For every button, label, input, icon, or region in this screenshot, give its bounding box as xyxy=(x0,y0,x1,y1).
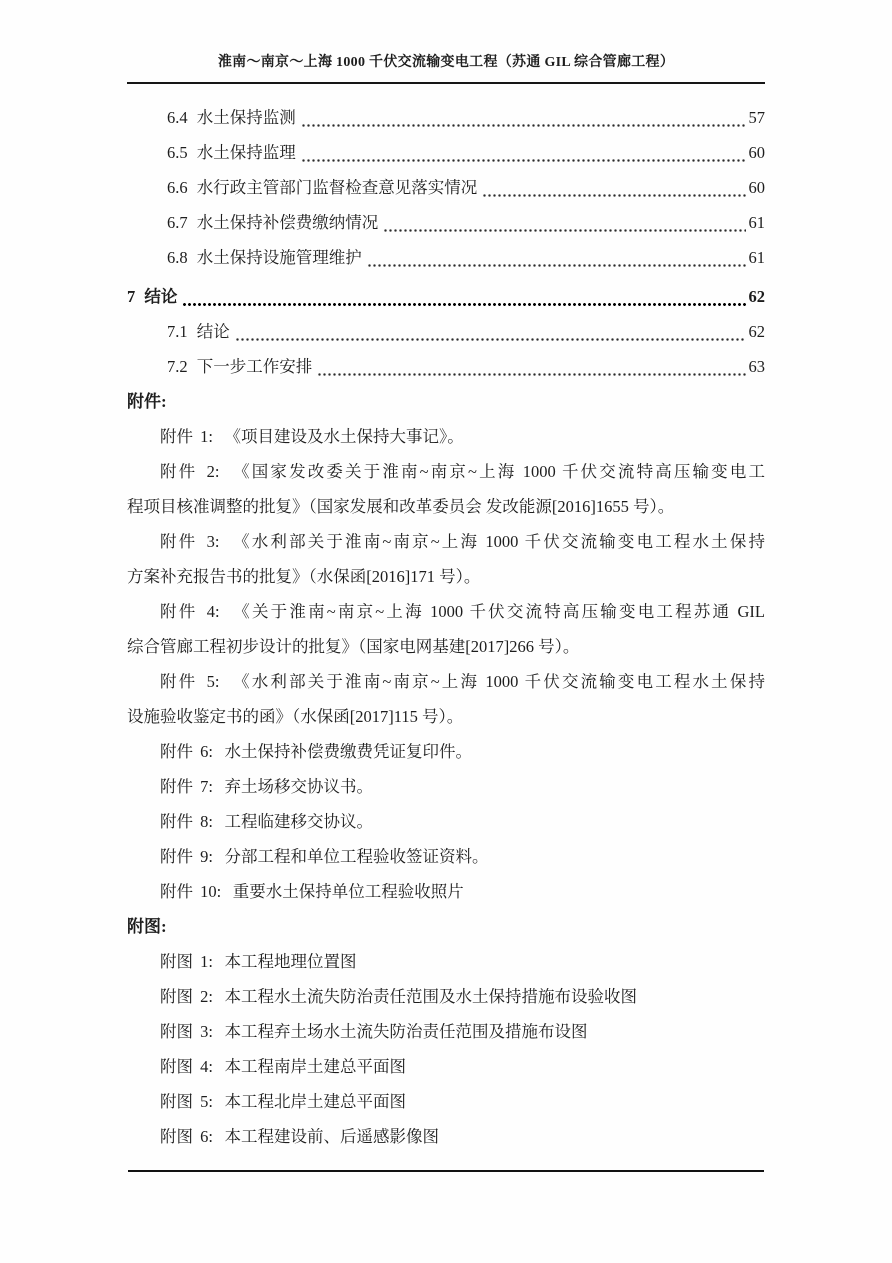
toc-entry-7-1 xyxy=(127,314,765,349)
attachment-line: 综合管廊工程初步设计的批复》（国家电网基建[2017]266 号）。 xyxy=(127,637,580,656)
attachment-item-1 xyxy=(127,419,765,454)
toc-page-number: 63 xyxy=(748,357,765,376)
figure-line xyxy=(127,1014,765,1049)
figure-label: 附图 3: xyxy=(160,1022,213,1041)
figure-text: 本工程建设前、后遥感影像图 xyxy=(224,1127,440,1146)
attachment-item-6 xyxy=(127,734,765,769)
attachment-line xyxy=(127,839,765,874)
attachments-heading: 附件: xyxy=(127,392,167,411)
attachment-label: 附件 4: xyxy=(160,602,220,621)
attachment-item-8 xyxy=(127,804,765,839)
figure-item-2 xyxy=(127,979,765,1014)
toc-entry-6-4 xyxy=(127,100,765,135)
toc-entry-label: 7.2 下一步工作安排 xyxy=(167,357,313,376)
toc-entry-label: 6.7 水土保持补偿费缴纳情况 xyxy=(167,213,379,232)
running-header xyxy=(127,52,765,84)
dot-leader xyxy=(301,123,746,128)
figure-label: 附图 5: xyxy=(160,1092,213,1111)
figure-item-5 xyxy=(127,1084,765,1119)
figures-section xyxy=(127,909,765,1154)
toc-entry-7 xyxy=(127,279,765,314)
attachment-label: 附件 7: xyxy=(160,777,213,796)
dot-leader xyxy=(383,228,745,233)
toc-page-number: 60 xyxy=(748,143,765,162)
toc-entry-label: 6.4 水土保持监测 xyxy=(167,108,296,127)
toc-entry-6-8 xyxy=(127,240,765,275)
attachment-label: 附件 6: xyxy=(160,742,213,761)
figure-text: 本工程水土流失防治责任范围及水土保持措施布设验收图 xyxy=(224,987,638,1006)
attachment-label: 附件 1: xyxy=(160,427,213,446)
figure-label: 附图 2: xyxy=(160,987,213,1006)
attachment-label: 附件 2: xyxy=(160,462,220,481)
footer-rule xyxy=(128,1170,764,1172)
figure-line xyxy=(127,1049,765,1084)
figure-line xyxy=(127,979,765,1014)
attachment-text: 分部工程和单位工程验收签证资料。 xyxy=(224,847,489,866)
toc-entry-6-6 xyxy=(127,170,765,205)
toc-entry-6-7 xyxy=(127,205,765,240)
toc-entry-label: 6.8 水土保持设施管理维护 xyxy=(167,248,362,267)
attachment-item-7 xyxy=(127,769,765,804)
attachment-line xyxy=(127,874,765,909)
attachment-label: 附件 9: xyxy=(160,847,213,866)
attachments-section xyxy=(127,384,765,909)
figure-item-4 xyxy=(127,1049,765,1084)
toc-entry-label: 7 结论 xyxy=(127,287,178,306)
toc-page-number: 61 xyxy=(748,213,765,232)
attachment-text: 《项目建设及水土保持大事记》。 xyxy=(224,427,464,446)
attachment-line: 设施验收鉴定书的函》（水保函[2017]115 号）。 xyxy=(127,707,464,726)
attachment-line xyxy=(127,594,765,629)
figure-label: 附图 1: xyxy=(160,952,213,971)
attachment-text: 水土保持补偿费缴费凭证复印件。 xyxy=(224,742,473,761)
attachment-text: 《水利部关于淮南~南京~上海 1000 千伏交流输变电工程水土保持 xyxy=(230,672,765,691)
figure-text: 本工程南岸土建总平面图 xyxy=(224,1057,407,1076)
toc-page-number: 62 xyxy=(748,287,765,306)
attachment-line xyxy=(127,419,765,454)
figure-line xyxy=(127,1119,765,1154)
attachment-line xyxy=(127,734,765,769)
attachment-text: 《关于淮南~南京~上海 1000 千伏交流特高压输变电工程苏通 GIL xyxy=(231,602,765,621)
figures-heading: 附图: xyxy=(127,917,167,936)
dot-leader xyxy=(235,337,746,342)
page-footer xyxy=(127,1170,765,1172)
attachment-line xyxy=(127,664,765,699)
toc-page-number: 57 xyxy=(748,108,765,127)
toc-page-number: 62 xyxy=(748,322,765,341)
figure-item-6 xyxy=(127,1119,765,1154)
toc-entry-label: 7.1 结论 xyxy=(167,322,230,341)
toc-entry-7-2 xyxy=(127,349,765,384)
dot-leader xyxy=(482,193,745,198)
attachment-label: 附件 8: xyxy=(160,812,213,831)
figure-item-1 xyxy=(127,944,765,979)
attachment-text: 《水利部关于淮南~南京~上海 1000 千伏交流输变电工程水土保持 xyxy=(230,532,765,551)
figure-text: 本工程北岸土建总平面图 xyxy=(224,1092,407,1111)
figure-line xyxy=(127,944,765,979)
toc-page-number: 60 xyxy=(748,178,765,197)
attachment-label: 附件 3: xyxy=(160,532,220,551)
figure-item-3 xyxy=(127,1014,765,1049)
attachment-line xyxy=(127,804,765,839)
attachment-item-5 xyxy=(127,664,765,734)
dot-leader xyxy=(301,158,746,163)
figure-label: 附图 6: xyxy=(160,1127,213,1146)
attachment-label: 附件 5: xyxy=(160,672,220,691)
attachment-text: 重要水土保持单位工程验收照片 xyxy=(232,882,464,901)
attachment-item-3 xyxy=(127,524,765,594)
attachment-line xyxy=(127,454,765,489)
table-of-contents xyxy=(127,100,765,384)
figure-text: 本工程地理位置图 xyxy=(224,952,357,971)
dot-leader xyxy=(182,302,745,307)
attachment-item-2 xyxy=(127,454,765,524)
dot-leader xyxy=(367,263,746,268)
page-content xyxy=(127,84,765,1154)
attachment-text: 《国家发改委关于淮南~南京~上海 1000 千伏交流特高压输变电工 xyxy=(230,462,765,481)
figure-text: 本工程弃土场水土流失防治责任范围及措施布设图 xyxy=(224,1022,588,1041)
toc-entry-label: 6.6 水行政主管部门监督检查意见落实情况 xyxy=(167,178,478,197)
attachment-text: 工程临建移交协议。 xyxy=(224,812,374,831)
header-title: 淮南～南京～上海 1000 千伏交流输变电工程（苏通 GIL 综合管廊工程） xyxy=(217,55,675,70)
attachment-line: 程项目核准调整的批复》（国家发展和改革委员会 发改能源[2016]1655 号）。 xyxy=(127,497,675,516)
toc-page-number: 61 xyxy=(748,248,765,267)
attachment-line xyxy=(127,524,765,559)
attachment-line xyxy=(127,769,765,804)
attachment-text: 弃土场移交协议书。 xyxy=(224,777,374,796)
figure-line xyxy=(127,1084,765,1119)
toc-entry-6-5 xyxy=(127,135,765,170)
figure-label: 附图 4: xyxy=(160,1057,213,1076)
attachment-label: 附件 10: xyxy=(160,882,222,901)
attachment-line: 方案补充报告书的批复》（水保函[2016]171 号）。 xyxy=(127,567,481,586)
attachment-item-4 xyxy=(127,594,765,664)
attachment-item-10 xyxy=(127,874,765,909)
dot-leader xyxy=(317,372,745,377)
toc-entry-label: 6.5 水土保持监理 xyxy=(167,143,296,162)
attachment-item-9 xyxy=(127,839,765,874)
